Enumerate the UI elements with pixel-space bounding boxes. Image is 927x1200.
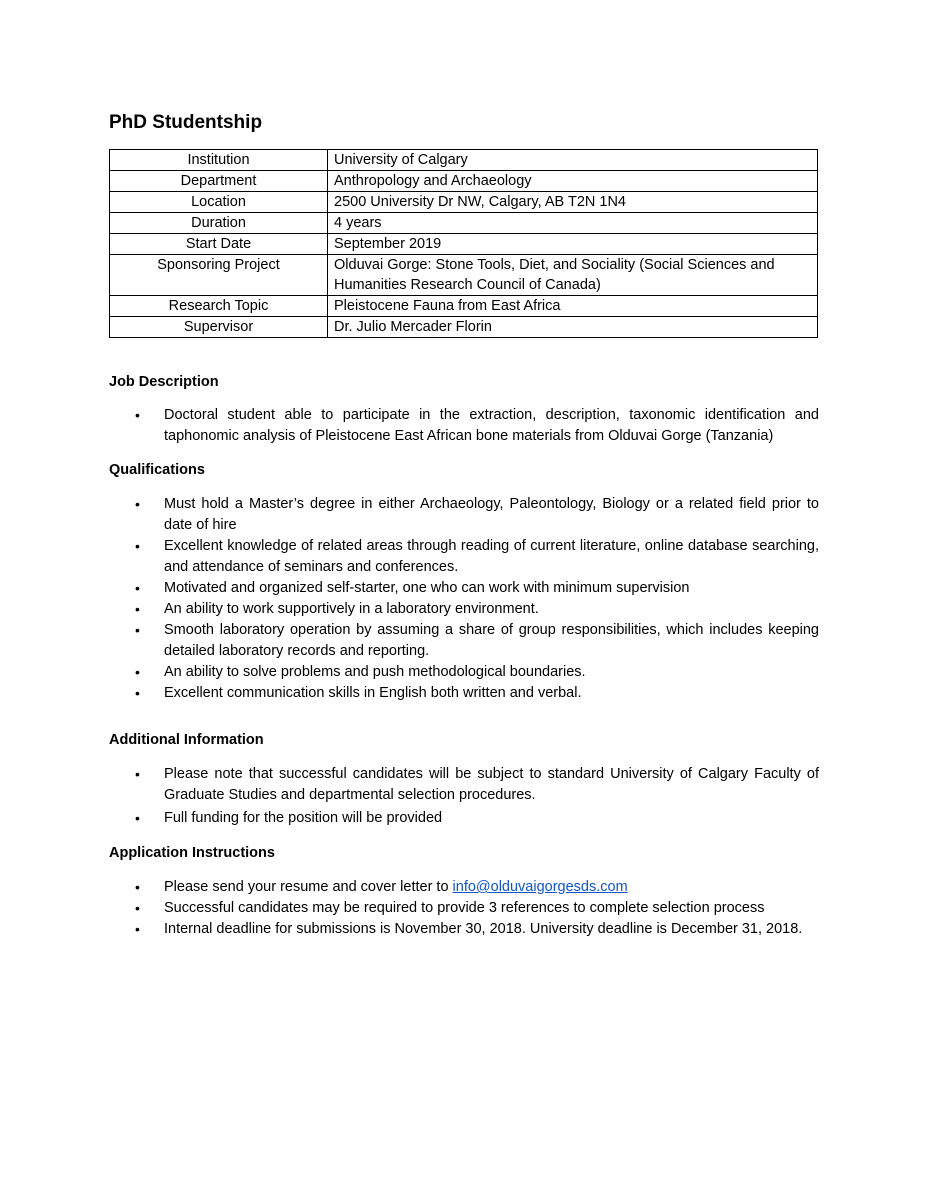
bullet-icon: • [135,900,140,916]
bullet-icon: • [135,685,140,701]
detail-value: 4 years [328,213,818,234]
page-title: PhD Studentship [109,112,263,133]
list-item-text: An ability to work supportively in a laboratory environment. [164,601,539,617]
list-item [109,683,819,704]
detail-label: Sponsoring Project [110,255,328,296]
list-item [109,536,819,578]
list-item [109,620,819,662]
detail-value: Olduvai Gorge: Stone Tools, Diet, and Sociality (Social Sciences and Humanities Research Council of Canada) [328,255,818,296]
list-item [109,599,819,620]
list-item [109,764,819,806]
detail-label: Supervisor [110,317,328,338]
job-description-list [109,405,819,447]
table-row [110,150,818,171]
bullet-icon: • [135,407,140,423]
detail-value: September 2019 [328,234,818,255]
list-item-text: Full funding for the position will be provided [164,810,443,826]
detail-value: Anthropology and Archaeology [328,171,818,192]
detail-label: Duration [110,213,328,234]
list-item-text: Smooth laboratory operation by assuming a share of group responsibilities, which includes keeping detailed laboratory records and reporting. [164,622,819,659]
bullet-icon: • [135,879,140,895]
qualifications-heading: Qualifications [109,462,205,478]
application-instructions-heading: Application Instructions [109,845,275,861]
application-instructions-list [109,877,819,940]
bullet-icon: • [135,538,140,554]
bullet-icon: • [135,921,140,937]
list-item-text: Must hold a Master’s degree in either Archaeology, Paleontology, Biology or a related field prior to date of hire [164,496,819,533]
bullet-icon: • [135,664,140,680]
bullet-icon: • [135,766,140,782]
table-row [110,171,818,192]
table-row [110,296,818,317]
list-item [109,578,819,599]
additional-information-heading: Additional Information [109,732,264,748]
bullet-icon: • [135,622,140,638]
table-row [110,255,818,296]
table-row [110,192,818,213]
document-page [109,108,819,940]
list-item [109,494,819,536]
list-item-text: Motivated and organized self-starter, one who can work with minimum supervision [164,580,690,596]
detail-label: Research Topic [110,296,328,317]
detail-value: Dr. Julio Mercader Florin [328,317,818,338]
list-item [109,919,819,940]
list-item [109,877,819,898]
detail-value: University of Calgary [328,150,818,171]
list-item [109,898,819,919]
list-item-text: Internal deadline for submissions is November 30, 2018. University deadline is December 31, 2018. [164,921,803,937]
list-item-text: Successful candidates may be required to provide 3 references to complete selection process [164,900,765,916]
details-table [109,149,818,338]
list-item [109,405,819,447]
detail-label: Location [110,192,328,213]
send-instruction-text: Please send your resume and cover letter to [164,879,453,895]
list-item-text: Doctoral student able to participate in the extraction, description, taxonomic identification and taphonomic analysis of Pleistocene East African bone materials from Olduvai Gorge (Tanzania) [164,407,819,444]
detail-value: Pleistocene Fauna from East Africa [328,296,818,317]
table-row [110,213,818,234]
list-item [109,662,819,683]
list-item-text: Please note that successful candidates will be subject to standard University of Calgary Faculty of Graduate Studies and departmental selection procedures. [164,766,819,803]
list-item-text: An ability to solve problems and push methodological boundaries. [164,664,586,680]
additional-information-list [109,764,819,829]
bullet-icon: • [135,601,140,617]
bullet-icon: • [135,810,140,826]
bullet-icon: • [135,580,140,596]
list-item-text: Excellent communication skills in English both written and verbal. [164,685,582,701]
list-item [109,808,819,829]
detail-label: Department [110,171,328,192]
list-item-text: Excellent knowledge of related areas through reading of current literature, online database searching, and attendance of seminars and conferences. [164,538,819,575]
detail-label: Start Date [110,234,328,255]
table-row [110,317,818,338]
bullet-icon: • [135,496,140,512]
detail-value: 2500 University Dr NW, Calgary, AB T2N 1N4 [328,192,818,213]
detail-label: Institution [110,150,328,171]
qualifications-list [109,494,819,704]
job-description-heading: Job Description [109,374,219,390]
table-row [110,234,818,255]
email-link[interactable]: info@olduvaigorgesds.com [452,879,628,895]
